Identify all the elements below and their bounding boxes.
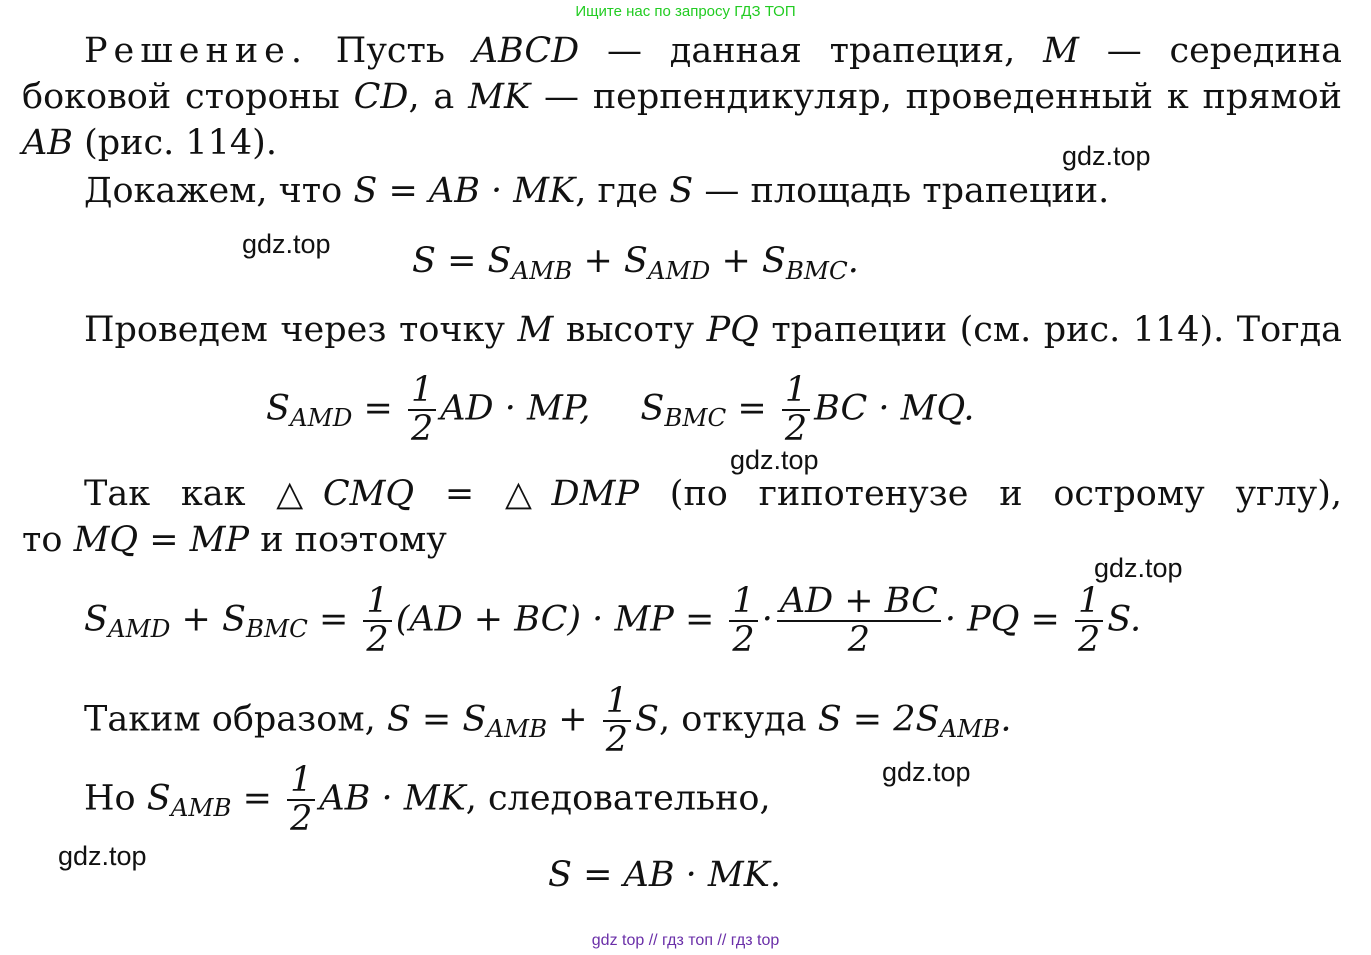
text: и поэтому xyxy=(249,520,447,560)
watermark: gdz.top xyxy=(882,757,971,787)
denominator: 2 xyxy=(366,619,389,660)
numerator: 1 xyxy=(729,583,757,622)
formula-parts xyxy=(266,372,975,448)
math-cd: CD xyxy=(353,77,409,117)
formula-result xyxy=(548,855,782,895)
math: = xyxy=(352,388,404,429)
math: BC · MQ. xyxy=(814,388,975,429)
denominator: 2 xyxy=(1077,619,1101,660)
text: Но xyxy=(84,778,147,819)
fraction-half xyxy=(729,583,757,659)
math-m: M xyxy=(1043,31,1079,71)
denominator: 2 xyxy=(784,408,808,449)
denominator: 2 xyxy=(411,408,434,449)
fraction-half xyxy=(363,583,391,659)
top-banner[interactable]: Ищите нас по запросу ГДЗ ТОП xyxy=(575,3,796,20)
formula-area-sum xyxy=(412,241,859,285)
math: (AD + BC) · MP = xyxy=(395,599,726,640)
text: , откуда xyxy=(659,699,818,740)
subscript: BMC xyxy=(245,614,308,644)
subscript: AMD xyxy=(289,403,353,433)
formula-half-area xyxy=(84,583,1141,659)
math-ab: AB xyxy=(22,123,73,163)
numerator: AD + BC xyxy=(777,583,941,622)
text: Таким образом, xyxy=(84,699,387,740)
watermark: gdz.top xyxy=(730,445,819,475)
text: , где xyxy=(575,171,670,211)
math-mk: MK xyxy=(468,77,531,117)
numerator: 1 xyxy=(363,583,391,622)
numerator: 1 xyxy=(603,683,631,722)
math-triangles: △CMQ = △DMP xyxy=(276,474,640,514)
math: + S xyxy=(170,599,246,640)
math: · PQ = xyxy=(944,599,1071,640)
math: S xyxy=(266,388,290,429)
text: Докажем, что xyxy=(84,171,354,211)
line-1 xyxy=(22,474,1342,523)
paragraph-prove xyxy=(84,171,1110,211)
numerator: 1 xyxy=(782,372,810,411)
subscript: BMC xyxy=(785,255,848,285)
math: AB · MK xyxy=(319,778,466,819)
math: . xyxy=(1000,699,1012,740)
text: , а xyxy=(408,77,469,117)
numerator: 1 xyxy=(408,372,436,411)
denominator: 2 xyxy=(605,719,629,760)
text: Проведем через точку xyxy=(84,310,518,350)
numerator: 1 xyxy=(1075,583,1103,622)
subscript: AMB xyxy=(170,793,232,823)
math: · xyxy=(761,599,773,640)
math: = xyxy=(231,778,284,819)
math: S xyxy=(146,778,171,819)
math: AD · MP, xyxy=(440,388,591,429)
text: Так как xyxy=(84,474,277,514)
watermark: gdz.top xyxy=(58,841,147,871)
subscript: BMC xyxy=(664,403,727,433)
paragraph-thus xyxy=(84,683,1011,759)
footer-links[interactable]: gdz top // гдз топ // гдз top xyxy=(591,932,780,949)
math: S = AB · MK. xyxy=(548,855,782,895)
fraction-half xyxy=(1075,583,1103,659)
math: = xyxy=(726,388,778,429)
text: — перпендикуляр, проведенный к прямой xyxy=(530,77,1342,117)
line-2 xyxy=(22,77,1342,126)
subscript: AMB xyxy=(511,255,573,285)
math-m: M xyxy=(517,310,554,350)
fraction-bases xyxy=(777,583,941,659)
denominator: 2 xyxy=(847,619,870,660)
math: S = S xyxy=(386,699,487,740)
text: высоту xyxy=(553,310,707,350)
text: боковой стороны xyxy=(22,77,354,117)
subscript: AMD xyxy=(647,255,711,285)
math: S xyxy=(635,699,659,740)
math-s: S xyxy=(669,171,694,211)
math-pq: PQ xyxy=(706,310,759,350)
text: (по гипотенузе и острому углу), xyxy=(639,474,1342,514)
math-mq-mp: MQ = MP xyxy=(73,520,250,560)
text: — площадь трапеции. xyxy=(693,171,1110,211)
math: S xyxy=(84,599,108,640)
paragraph-but xyxy=(84,762,771,838)
math: S = 2S xyxy=(817,699,940,740)
fraction-half xyxy=(603,683,631,759)
watermark: gdz.top xyxy=(1062,141,1151,171)
math: S xyxy=(640,388,665,429)
math-abcd: ABCD xyxy=(472,31,580,71)
text: Пусть xyxy=(308,31,473,71)
math: = xyxy=(307,599,360,640)
subscript: AMB xyxy=(939,714,1001,744)
text: , следовательно, xyxy=(465,778,771,819)
text: — середина xyxy=(1078,31,1342,71)
line-1 xyxy=(22,31,1342,80)
watermark: gdz.top xyxy=(242,229,331,259)
numerator: 1 xyxy=(287,762,315,801)
text: то xyxy=(22,520,74,560)
subscript: AMB xyxy=(486,714,548,744)
watermark: gdz.top xyxy=(1094,553,1183,583)
math: + S xyxy=(710,241,786,281)
paragraph-height xyxy=(84,310,1342,350)
text: трапеции (см. рис. 114). Тогда xyxy=(758,310,1342,350)
math: S. xyxy=(1107,599,1142,640)
fraction-half xyxy=(287,762,315,838)
denominator: 2 xyxy=(732,619,755,660)
fraction-half xyxy=(782,372,810,448)
denominator: 2 xyxy=(290,798,313,839)
paragraph-triangles xyxy=(22,474,1342,560)
subscript: AMD xyxy=(107,614,171,644)
math-s-eq: S = AB · MK xyxy=(353,171,576,211)
fraction-half xyxy=(408,372,436,448)
math: + xyxy=(547,699,599,740)
math: S = S xyxy=(412,241,512,281)
solution-label: Решение. xyxy=(84,31,309,71)
text: — данная трапеция, xyxy=(579,31,1044,71)
math: + S xyxy=(572,241,648,281)
text: (рис. 114). xyxy=(73,123,277,163)
math: . xyxy=(847,241,859,281)
